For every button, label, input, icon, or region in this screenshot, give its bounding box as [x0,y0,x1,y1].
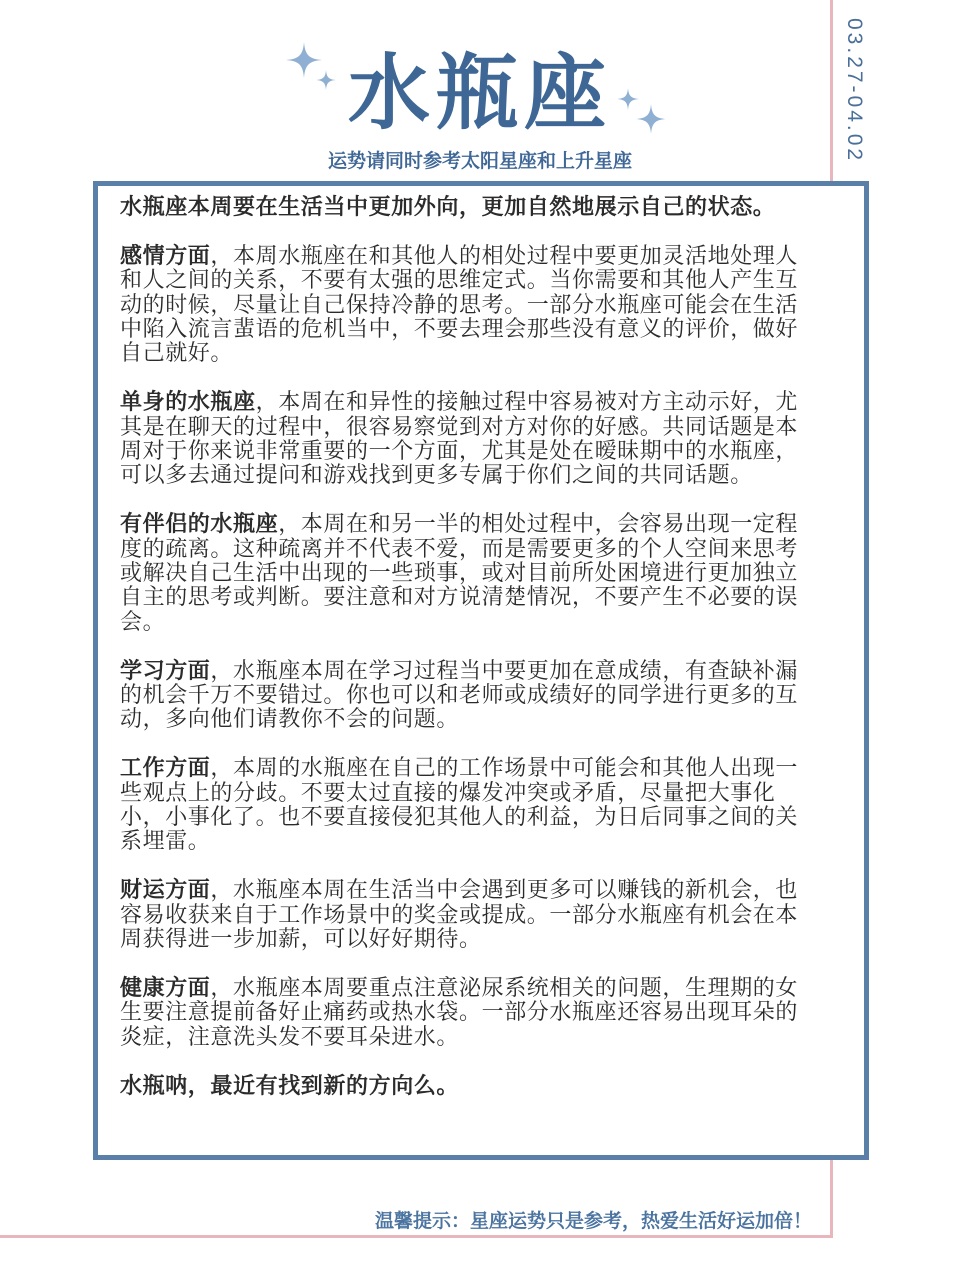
section-heading: 财运方面 [120,878,211,904]
pink-horizontal-line [0,1235,833,1238]
section-study [120,660,820,733]
section-health [120,977,820,1050]
section-heading: 工作方面 [120,756,211,782]
intro-paragraph: 水瓶座本周要在生活当中更加外向，更加自然地展示自己的状态。 [120,195,776,220]
section-text: ，水瓶座本周要重点注意泌尿系统相关的问题，生理期的女生要注意提前备好止痛药或热水袋。一部分水瓶座还容易出现耳朵的炎症，注意洗头发不要耳朵进水。 [120,975,799,1050]
section-text: ，水瓶座本周在学习过程当中要更加在意成绩，有查缺补漏的机会千万不要错过。你也可以和老师或成绩好的同学进行更多的互动，多向他们请教你不会的问题。 [120,658,799,733]
horoscope-content [120,196,820,1123]
section-text: ，本周水瓶座在和其他人的相处过程中要更加灵活地处理人和人之间的关系，不要有太强的思维定式。当你需要和其他人产生互动的时候，尽量让自己保持冷静的思考。一部分水瓶座可能会在生活中陷入流言蜚语的危机当中，不要去理会那些没有意义的评价，做好自己就好。 [120,243,799,367]
section-heading: 单身的水瓶座 [120,390,256,416]
page-title: 水瓶座 [347,46,612,141]
section-work [120,757,820,855]
closing-paragraph: 水瓶呐，最近有找到新的方向么。 [120,1073,460,1099]
section-heading: 健康方面 [120,975,211,1001]
section-heading: 有伴侣的水瓶座 [120,512,279,538]
date-range: 03.27-04.02 [843,18,866,164]
footer-tip: 温馨提示：星座运势只是参考，热爱生活好运加倍！ [374,1210,812,1232]
section-partnered [120,513,820,635]
section-wealth [120,879,820,952]
section-love [120,245,820,367]
section-heading: 学习方面 [120,658,211,684]
section-text: ，本周的水瓶座在自己的工作场景中可能会和其他人出现一些观点上的分歧。不要太过直接的爆发冲突或矛盾，尽量把大事化小，小事化了。也不要直接侵犯其他人的利益，为日后同事之间的关系埋雷。 [120,756,799,855]
section-text: ，水瓶座本周在生活当中会遇到更多可以赚钱的新机会，也容易收获来自于工作场景中的奖金或提成。一部分水瓶座有机会在本周获得进一步加薪，可以好好期待。 [120,878,799,953]
section-text: ，本周在和另一半的相处过程中，会容易出现一定程度的疏离。这种疏离并不代表不爱，而是需要更多的个人空间来思考或解决自己生活中出现的一些琐事，或对目前所处困境进行更加独立自主的思考或判断。要注意和对方说清楚情况，不要产生不必要的误会。 [120,512,799,635]
page-subtitle: 运势请同时参考太阳星座和上升星座 [327,150,632,172]
section-text: ，本周在和异性的接触过程中容易被对方主动示好，尤其是在聊天的过程中，很容易察觉到对方对你的好感。共同话题是本周对于你来说非常重要的一个方面，尤其是处在暧昧期中的水瓶座，可以多去通过提问和游戏找到更多专属于你们之间的共同话题。 [120,390,799,489]
section-single [120,391,820,489]
section-heading: 感情方面 [120,243,211,269]
